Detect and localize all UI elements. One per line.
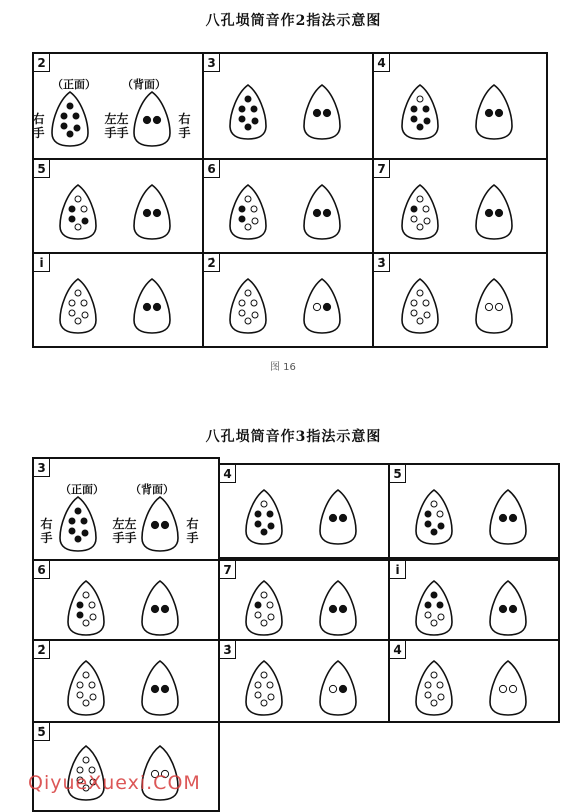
- open-hole: [83, 620, 89, 626]
- ocarina-body: [142, 581, 178, 635]
- open-hole: [261, 620, 267, 626]
- closed-hole: [495, 209, 502, 216]
- note-number: 2: [34, 54, 50, 72]
- closed-hole: [239, 216, 245, 222]
- closed-hole: [339, 685, 346, 692]
- fig1-cell-7: [202, 252, 374, 348]
- closed-hole: [69, 216, 75, 222]
- ocarina-body: [68, 661, 104, 715]
- closed-hole: [485, 209, 492, 216]
- closed-hole: [313, 209, 320, 216]
- closed-hole: [495, 109, 502, 116]
- closed-hole: [153, 209, 160, 216]
- back-egg-icon: [140, 579, 180, 637]
- closed-hole: [425, 511, 431, 517]
- site-watermark: QiyueXuexi.COM: [28, 772, 201, 794]
- open-hole: [75, 318, 81, 324]
- figure-1-title: 八孔埙筒音作2指法示意图: [205, 13, 382, 29]
- note-number: 4: [220, 465, 236, 483]
- front-egg-icon: [66, 659, 106, 717]
- right-hand-label: 右 手: [32, 112, 45, 140]
- closed-hole: [245, 124, 251, 130]
- ocarina-body: [230, 85, 266, 139]
- open-hole: [417, 224, 423, 230]
- fig2-cell-2: [388, 463, 560, 559]
- back-egg-icon: [132, 277, 172, 335]
- closed-hole: [411, 206, 417, 212]
- note-number: 5: [34, 160, 50, 178]
- front-egg-icon: [400, 183, 440, 241]
- closed-hole: [77, 612, 83, 618]
- back-egg-icon: [140, 659, 180, 717]
- closed-hole: [69, 518, 75, 524]
- back-egg-icon: [474, 277, 514, 335]
- open-hole: [261, 700, 267, 706]
- closed-hole: [425, 602, 431, 608]
- ocarina-body: [320, 581, 356, 635]
- open-hole: [438, 694, 444, 700]
- fig1-cell-8: [372, 252, 548, 348]
- back-egg-icon: [132, 90, 172, 148]
- fig2-cell-9: [32, 721, 220, 812]
- closed-hole: [73, 113, 79, 119]
- open-hole: [485, 303, 492, 310]
- open-hole: [425, 612, 431, 618]
- closed-hole: [411, 116, 417, 122]
- front-egg-icon: [58, 495, 98, 553]
- open-hole: [90, 614, 96, 620]
- open-hole: [245, 224, 251, 230]
- right-hand-label: 右 手: [40, 517, 53, 545]
- front-egg-icon: [66, 579, 106, 637]
- back-egg-icon: [302, 183, 342, 241]
- fig1-cell-3: [32, 158, 204, 254]
- back-egg-icon: [318, 579, 358, 637]
- open-hole: [252, 218, 258, 224]
- closed-hole: [323, 303, 330, 310]
- back-egg-icon: [488, 488, 528, 546]
- ocarina-body: [476, 279, 512, 333]
- note-number: i: [34, 254, 50, 272]
- ocarina-body: [490, 490, 526, 544]
- open-hole: [69, 310, 75, 316]
- open-hole: [313, 303, 320, 310]
- closed-hole: [239, 206, 245, 212]
- open-hole: [245, 318, 251, 324]
- ocarina-body: [52, 92, 88, 146]
- closed-hole: [74, 125, 80, 131]
- closed-hole: [82, 530, 88, 536]
- open-hole: [69, 300, 75, 306]
- note-number: 5̇: [34, 723, 50, 741]
- back-egg-icon: [302, 83, 342, 141]
- open-hole: [417, 196, 423, 202]
- ocarina-body: [246, 661, 282, 715]
- right-hand-back-label: 右 手: [178, 112, 191, 140]
- open-hole: [261, 672, 267, 678]
- closed-hole: [339, 514, 346, 521]
- open-hole: [75, 290, 81, 296]
- ocarina-body: [142, 497, 178, 551]
- fig1-cell-1: [202, 52, 374, 160]
- back-label: （背面）: [130, 483, 174, 496]
- note-number: 3̇: [220, 641, 236, 659]
- ocarina-body: [142, 661, 178, 715]
- closed-hole: [268, 523, 274, 529]
- open-hole: [437, 511, 443, 517]
- closed-hole: [143, 209, 150, 216]
- closed-hole: [411, 106, 417, 112]
- closed-hole: [255, 602, 261, 608]
- closed-hole: [261, 529, 267, 535]
- closed-hole: [339, 605, 346, 612]
- ocarina-body: [246, 490, 282, 544]
- closed-hole: [313, 109, 320, 116]
- note-number: 6: [34, 561, 50, 579]
- open-hole: [81, 300, 87, 306]
- front-egg-icon: [414, 659, 454, 717]
- closed-hole: [251, 106, 257, 112]
- open-hole: [89, 602, 95, 608]
- open-hole: [267, 682, 273, 688]
- open-hole: [411, 216, 417, 222]
- ocarina-body: [134, 279, 170, 333]
- closed-hole: [151, 685, 158, 692]
- closed-hole: [69, 528, 75, 534]
- open-hole: [438, 614, 444, 620]
- ocarina-body: [476, 85, 512, 139]
- closed-hole: [485, 109, 492, 116]
- open-hole: [251, 300, 257, 306]
- back-egg-icon: [140, 495, 180, 553]
- open-hole: [239, 310, 245, 316]
- open-hole: [424, 312, 430, 318]
- ocarina-body: [60, 279, 96, 333]
- ocarina-body: [402, 279, 438, 333]
- note-number: 3: [204, 54, 220, 72]
- open-hole: [431, 501, 437, 507]
- open-hole: [77, 692, 83, 698]
- fig2-cell-0: [32, 457, 220, 561]
- closed-hole: [143, 116, 150, 123]
- back-egg-icon: [474, 183, 514, 241]
- open-hole: [268, 694, 274, 700]
- open-hole: [75, 224, 81, 230]
- closed-hole: [431, 529, 437, 535]
- back-egg-icon: [474, 83, 514, 141]
- back-egg-icon: [318, 659, 358, 717]
- ocarina-body: [246, 581, 282, 635]
- open-hole: [83, 700, 89, 706]
- ocarina-body: [490, 661, 526, 715]
- front-egg-icon: [244, 659, 284, 717]
- closed-hole: [499, 605, 506, 612]
- closed-hole: [329, 605, 336, 612]
- closed-hole: [424, 118, 430, 124]
- open-hole: [83, 672, 89, 678]
- fig2-cell-4: [218, 559, 390, 641]
- open-hole: [82, 312, 88, 318]
- front-egg-icon: [58, 277, 98, 335]
- fig2-cell-3: [32, 559, 220, 641]
- open-hole: [499, 685, 506, 692]
- ocarina-body: [134, 92, 170, 146]
- front-label: （正面）: [60, 483, 104, 496]
- open-hole: [431, 700, 437, 706]
- ocarina-body: [60, 185, 96, 239]
- ocarina-body: [416, 661, 452, 715]
- ocarina-body: [416, 581, 452, 635]
- ocarina-body: [476, 185, 512, 239]
- closed-hole: [323, 209, 330, 216]
- back-egg-icon: [302, 277, 342, 335]
- closed-hole: [509, 605, 516, 612]
- ocarina-body: [134, 185, 170, 239]
- closed-hole: [245, 96, 251, 102]
- front-egg-icon: [414, 488, 454, 546]
- ocarina-body: [304, 279, 340, 333]
- open-hole: [83, 757, 89, 763]
- open-hole: [431, 672, 437, 678]
- open-hole: [417, 318, 423, 324]
- open-hole: [509, 685, 516, 692]
- front-egg-icon: [400, 277, 440, 335]
- closed-hole: [417, 124, 423, 130]
- open-hole: [81, 206, 87, 212]
- open-hole: [255, 692, 261, 698]
- note-number: 6: [204, 160, 220, 178]
- open-hole: [423, 300, 429, 306]
- note-number: 7: [220, 561, 236, 579]
- open-hole: [417, 96, 423, 102]
- open-hole: [77, 682, 83, 688]
- fig2-cell-1: [218, 463, 390, 559]
- closed-hole: [81, 518, 87, 524]
- ocarina-body: [320, 490, 356, 544]
- ocarina-body: [416, 490, 452, 544]
- back-label: （背面）: [122, 78, 166, 91]
- open-hole: [255, 682, 261, 688]
- closed-hole: [509, 514, 516, 521]
- left-hand-label: 左 手: [112, 517, 125, 545]
- back-egg-icon: [318, 488, 358, 546]
- note-number: 4: [374, 54, 390, 72]
- front-egg-icon: [228, 183, 268, 241]
- ocarina-body: [490, 581, 526, 635]
- note-number: 7: [374, 160, 390, 178]
- open-hole: [90, 694, 96, 700]
- open-hole: [245, 196, 251, 202]
- closed-hole: [437, 602, 443, 608]
- left-hand-back-label: 左 手: [116, 112, 129, 140]
- right-hand-back-label: 右 手: [186, 517, 199, 545]
- ocarina-body: [60, 497, 96, 551]
- open-hole: [239, 300, 245, 306]
- fig2-cell-6: [32, 639, 220, 723]
- closed-hole: [82, 218, 88, 224]
- left-hand-back-label: 左 手: [124, 517, 137, 545]
- ocarina-body: [230, 279, 266, 333]
- closed-hole: [267, 511, 273, 517]
- closed-hole: [329, 514, 336, 521]
- front-egg-icon: [228, 83, 268, 141]
- closed-hole: [431, 592, 437, 598]
- closed-hole: [161, 685, 168, 692]
- closed-hole: [61, 123, 67, 129]
- fig1-cell-0: [32, 52, 204, 160]
- open-hole: [245, 290, 251, 296]
- closed-hole: [143, 303, 150, 310]
- open-hole: [261, 592, 267, 598]
- closed-hole: [61, 113, 67, 119]
- open-hole: [268, 614, 274, 620]
- open-hole: [424, 218, 430, 224]
- closed-hole: [255, 511, 261, 517]
- front-egg-icon: [414, 579, 454, 637]
- open-hole: [423, 206, 429, 212]
- open-hole: [83, 592, 89, 598]
- note-number: 3̇: [374, 254, 390, 272]
- note-number: 4̇: [390, 641, 406, 659]
- closed-hole: [67, 131, 73, 137]
- closed-hole: [77, 602, 83, 608]
- note-number: 2̇: [34, 641, 50, 659]
- note-number: 3: [34, 459, 50, 477]
- front-label: （正面）: [52, 78, 96, 91]
- ocarina-body: [402, 85, 438, 139]
- open-hole: [252, 312, 258, 318]
- open-hole: [255, 612, 261, 618]
- front-egg-icon: [244, 579, 284, 637]
- front-egg-icon: [228, 277, 268, 335]
- fig1-cell-6: [32, 252, 204, 348]
- ocarina-body: [402, 185, 438, 239]
- open-hole: [89, 682, 95, 688]
- front-egg-icon: [400, 83, 440, 141]
- open-hole: [425, 692, 431, 698]
- front-egg-icon: [58, 183, 98, 241]
- note-number: 5: [390, 465, 406, 483]
- fig2-cell-5: [388, 559, 560, 641]
- open-hole: [411, 310, 417, 316]
- closed-hole: [161, 605, 168, 612]
- open-hole: [425, 682, 431, 688]
- back-egg-icon: [488, 659, 528, 717]
- closed-hole: [252, 118, 258, 124]
- open-hole: [267, 602, 273, 608]
- closed-hole: [75, 508, 81, 514]
- closed-hole: [323, 109, 330, 116]
- closed-hole: [69, 206, 75, 212]
- ocarina-body: [304, 85, 340, 139]
- closed-hole: [438, 523, 444, 529]
- front-egg-icon: [244, 488, 284, 546]
- left-hand-label: 左 手: [104, 112, 117, 140]
- fig1-cell-2: [372, 52, 548, 160]
- back-egg-icon: [132, 183, 172, 241]
- figure-1-caption: 图 16: [270, 362, 296, 373]
- closed-hole: [425, 521, 431, 527]
- closed-hole: [239, 116, 245, 122]
- fig2-cell-7: [218, 639, 390, 723]
- figure-2-title: 八孔埙筒音作3指法示意图: [205, 429, 382, 445]
- front-egg-icon: [50, 90, 90, 148]
- closed-hole: [67, 103, 73, 109]
- note-number: i: [390, 561, 406, 579]
- closed-hole: [151, 521, 158, 528]
- ocarina-body: [304, 185, 340, 239]
- open-hole: [329, 685, 336, 692]
- open-hole: [251, 206, 257, 212]
- ocarina-body: [320, 661, 356, 715]
- closed-hole: [161, 521, 168, 528]
- open-hole: [75, 196, 81, 202]
- note-number: 2̇: [204, 254, 220, 272]
- ocarina-body: [230, 185, 266, 239]
- fig2-cell-8: [388, 639, 560, 723]
- ocarina-body: [68, 581, 104, 635]
- open-hole: [431, 620, 437, 626]
- fig1-cell-5: [372, 158, 548, 254]
- fig1-cell-4: [202, 158, 374, 254]
- closed-hole: [75, 536, 81, 542]
- open-hole: [437, 682, 443, 688]
- closed-hole: [423, 106, 429, 112]
- open-hole: [495, 303, 502, 310]
- open-hole: [261, 501, 267, 507]
- open-hole: [417, 290, 423, 296]
- back-egg-icon: [488, 579, 528, 637]
- closed-hole: [239, 106, 245, 112]
- closed-hole: [499, 514, 506, 521]
- closed-hole: [255, 521, 261, 527]
- open-hole: [411, 300, 417, 306]
- closed-hole: [153, 303, 160, 310]
- closed-hole: [153, 116, 160, 123]
- closed-hole: [151, 605, 158, 612]
